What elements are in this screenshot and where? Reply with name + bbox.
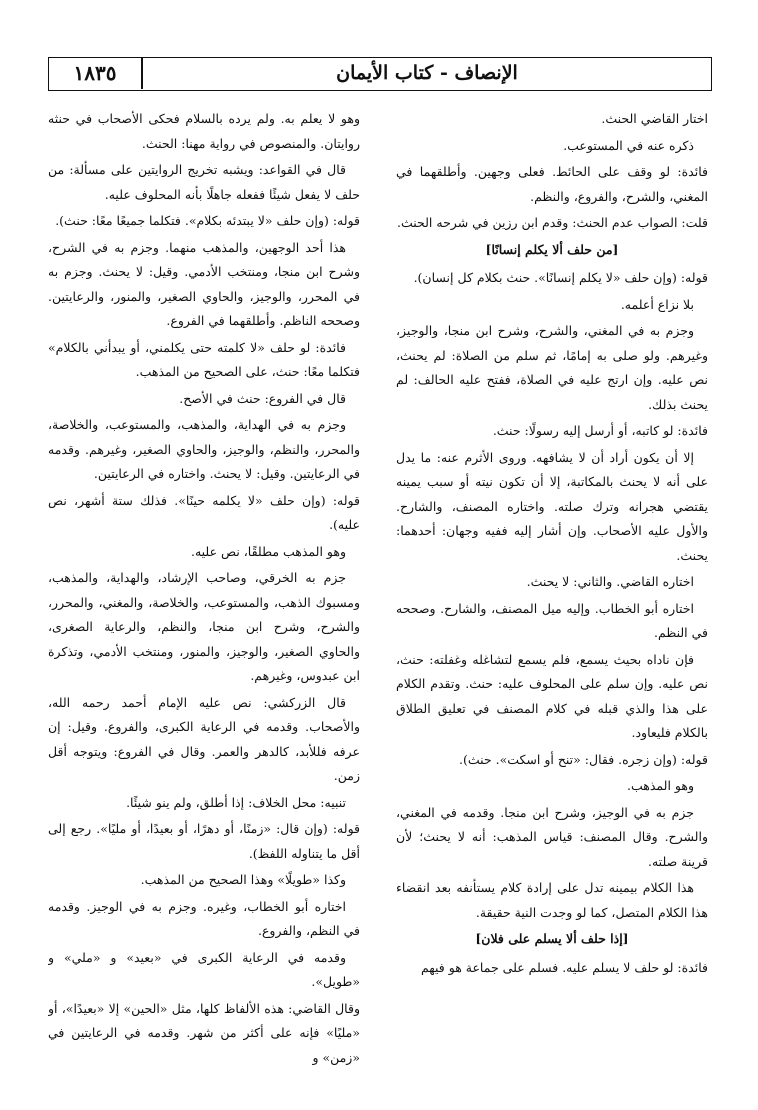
paragraph: هذا أحد الوجهين، والمذهب منهما. وجزم به في الشرح، وشرح ابن منجا، ومنتخب الأدمي. وقيل: لا يحنث. وجزم به في المحرر، والوجيز، والحاوي الصغير، والمنور، والرعايتين. وصححه الناظم. وأطلقهما في الفروع. — [48, 239, 360, 328]
paragraph: اختار القاضي الحنث. — [601, 111, 708, 126]
paragraph: وهو لا يعلم به. ولم يرده بالسلام فحكى الأصحاب في حنثه روايتان. والمنصوص في رواية مهنا: الحنث. — [48, 111, 360, 151]
section-heading: [إذا حلف ألا يسلم على فلان] — [475, 931, 629, 946]
paragraph: تنبيه: محل الخلاف: إذا أطلق، ولم ينو شيئًا. — [126, 794, 346, 810]
paragraph: وهو المذهب مطلقًا، نص عليه. — [190, 543, 346, 559]
header-title: الإنصاف - كتاب الأيمان — [336, 62, 518, 84]
paragraph: قوله: (وإن حلف «لا يكلمه حينًا». فذلك ستة أشهر، نص عليه). — [48, 492, 360, 532]
paragraph: قوله: (وإن قال: «زمنًا، أو دهرًا، أو بعيدًا، أو مليًا». رجع إلى أقل ما يتناوله اللفظ). — [48, 821, 360, 861]
paragraph: قوله: (وإن حلف «لا يكلم إنسانًا». حنث بكلام كل إنسان). — [413, 270, 708, 285]
page-number: ١٨٣٥ — [73, 61, 117, 85]
header-divider — [141, 58, 143, 89]
section-heading: [من حلف ألا يكلم إنسانًا] — [485, 241, 619, 257]
paragraph: ذكره عنه في المستوعب. — [563, 137, 694, 153]
paragraph: إلا أن يكون أراد أن لا يشافهه. وروى الأثرم عنه: ما يدل على أنه لا يحنث بالمكاتبة، إلا أن تكون نيته أو سبب يمينه يقتضي هجرانه وترك صلته. واختاره المصنف، والشارح. والأول عليه الأصحاب. وإن أشار إليه ففيه وجهان: أحدهما: يحنث. — [396, 449, 708, 563]
paragraph: قوله: (وإن زجره. فقال: «تنح أو اسكت». حنث). — [459, 751, 708, 767]
paragraph: وقدمه في الرعاية الكبرى في «بعيد» و «ملي» و «طويل». — [48, 949, 360, 989]
right-column — [396, 107, 708, 1102]
paragraph: جزم به في الوجيز، وشرح ابن منجا. وقدمه في المغني، والشرح. وقال المصنف: قياس المذهب: أنه لا يحنث؛ لأن قرينة صلته. — [396, 804, 708, 869]
paragraph: وقال القاضي: هذه الألفاظ كلها، مثل «الحين» إلا «بعيدًا»، أو «مليًا» فإنه على أكثر من شهر. وقدمه في الرعايتين في «زمن» و — [48, 1000, 360, 1065]
paragraph: قال في القواعد: ويشبه تخريج الروايتين على مسألة: من حلف لا يفعل شيئًا ففعله جاهلًا بأنه المحلوف عليه. — [48, 162, 360, 202]
paragraph: فائدة: لو كاتبه، أو أرسل إليه رسولًا: حنث. — [492, 423, 708, 438]
paragraph: قوله: (وإن حلف «لا يبتدئه بكلام». فتكلما جميعًا معًا: حنث). — [55, 213, 360, 228]
paragraph: قال الزركشي: نص عليه الإمام أحمد رحمه الله، والأصحاب. وقدمه في الرعاية الكبرى، والفروع. وقيل: إن عرفه فللأبد، كالدهر والعمر. وقال في الفروع: ويتوجه أقل زمن. — [48, 694, 360, 783]
paragraph: فائدة: لو حلف لا يسلم عليه. فسلم على جماعة هو فيهم — [420, 959, 708, 975]
paragraph: وجزم به في المغني، والشرح، وشرح ابن منجا، والوجيز، وغيرهم. ولو صلى به إمامًا، ثم سلم من الصلاة: لم يحنث، نص عليه. وإن ارتج عليه في الصلاة، ففتح عليه الحالف: لم يحنث بذلك. — [396, 323, 708, 412]
paragraph: بلا نزاع أعلمه. — [620, 296, 694, 312]
paragraph: قلت: الصواب عدم الحنث: وقدم ابن رزين في شرحه الحنث. — [397, 215, 708, 230]
paragraph: هذا الكلام بيمينه تدل على إرادة كلام يستأنفه بعد انقضاء هذا الكلام المتصل، كما لو وجدت النية حقيقة. — [396, 880, 708, 920]
paragraph: قال في الفروع: حنث في الأصح. — [179, 390, 346, 406]
paragraph: اختاره أبو الخطاب. وإليه ميل المصنف، والشارح. وصححه في النظم. — [396, 600, 708, 640]
paragraph: اختاره القاضي. والثاني: لا يحنث. — [526, 574, 694, 589]
paragraph: فائدة: لو وقف على الحائط. فعلى وجهين. وأطلقهما في المغني، والشرح، والفروع، والنظم. — [396, 164, 708, 204]
paragraph: جزم به الخرقي، وصاحب الإرشاد، والهداية، والمذهب، ومسبوك الذهب، والمستوعب، والخلاصة، والمغني، والمحرر، والشرح، وشرح ابن منجا، والنظم، والرعاية الصغرى، والحاوي الصغير، والوجيز، والمنور، ومنتخب الأدمي، وتذكرة ابن عبدوس، وغيرهم. — [48, 570, 360, 683]
page-header — [48, 57, 712, 91]
paragraph: فائدة: لو حلف «لا كلمته حتى يكلمني، أو يبدأني بالكلام» فتكلما معًا: حنث، على الصحيح من المذهب. — [48, 339, 360, 379]
paragraph: اختاره أبو الخطاب، وغيره. وجزم به في الوجيز. وقدمه في النظم، والفروع. — [48, 898, 360, 938]
paragraph: وجزم به في الهداية، والمذهب، والمستوعب، والخلاصة، والمحرر، والنظم، والوجيز، والحاوي الصغير، وغيرهم. وقدمه في الرعايتين. وقيل: لا يحنث. واختاره في الرعايتين. — [48, 417, 360, 481]
paragraph: وكذا «طويلًا» وهذا الصحيح من المذهب. — [140, 872, 346, 887]
left-column — [48, 107, 360, 1102]
paragraph: وهو المذهب. — [627, 778, 694, 793]
paragraph: فإن ناداه بحيث يسمع، فلم يسمع لتشاغله وغفلته: حنث، نص عليه. وإن سلم على المحلوف عليه: حنث. وتقدم الكلام على هذا والذي قبله في كلام المصنف في تعليق الطلاق بالكلام فليعاود. — [396, 651, 708, 740]
